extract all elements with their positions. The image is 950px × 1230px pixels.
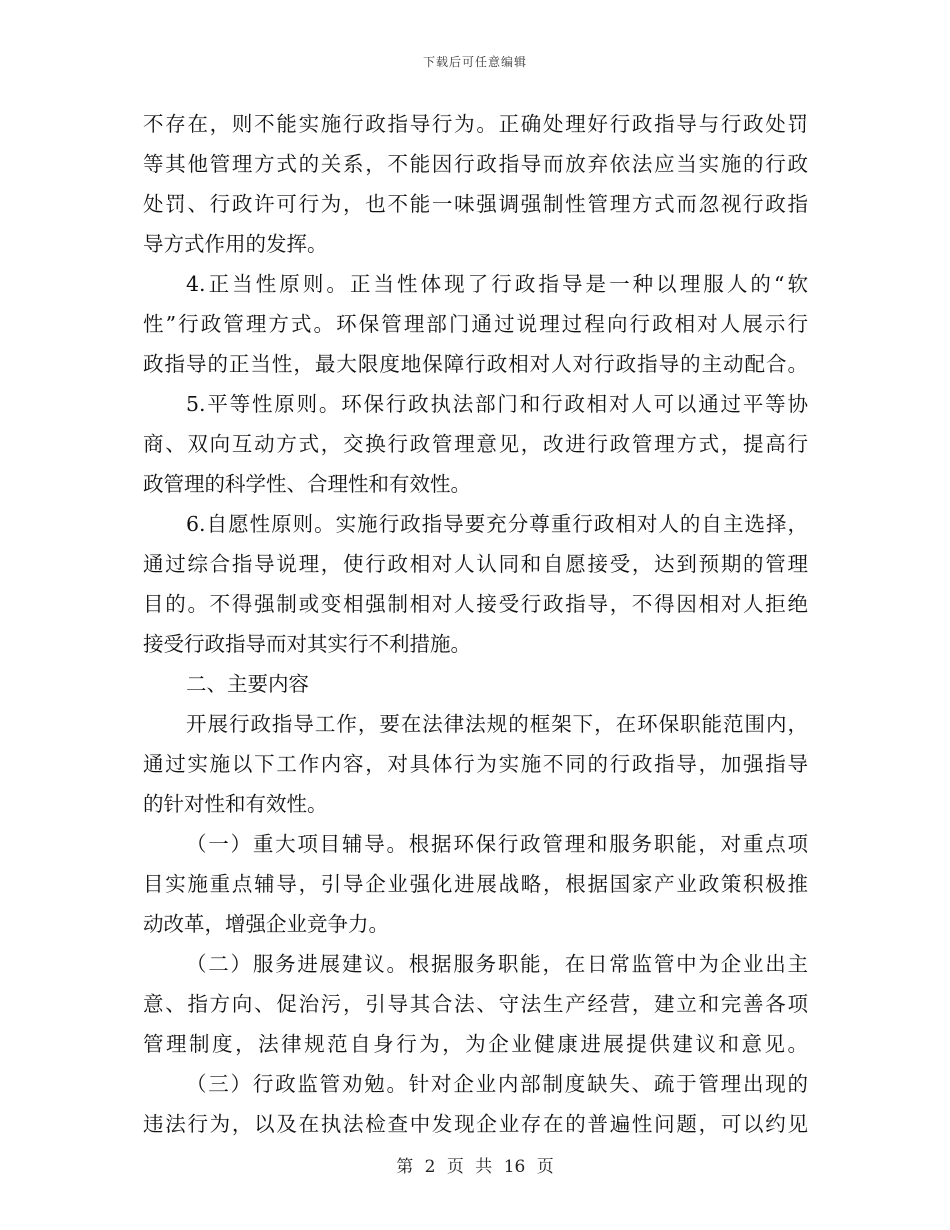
text-line: 开展行政指导工作，要在法律法规的框架下，在环保职能范围内，: [186, 712, 808, 736]
text-line: 通过实施以下工作内容，对具体行为实施不同的行政指导，加强指导: [143, 752, 808, 776]
text-line: （二）服务进展建议。根据服务职能，在日常监管中为企业出主: [186, 952, 808, 976]
text-line: 管理制度，法律规范自身行为，为企业健康进展提供建议和意见。: [143, 1032, 808, 1056]
text-line: 不存在，则不能实施行政指导行为。正确处理好行政指导与行政处罚: [143, 112, 808, 136]
text-line: 二、主要内容: [186, 672, 309, 696]
text-line: （一）重大项目辅导。根据环保行政管理和服务职能，对重点项: [186, 832, 808, 856]
text-line: 政管理的科学性、合理性和有效性。: [143, 472, 471, 496]
text-line: 接受行政指导而对其实行不利措施。: [143, 632, 471, 656]
text-line: 意、指方向、促治污，引导其合法、守法生产经营，建立和完善各项: [143, 992, 808, 1016]
text-line: 5.平等性原则。环保行政执法部门和行政相对人可以通过平等协: [186, 392, 808, 416]
text-line: 违法行为，以及在执法检查中发现企业存在的普遍性问题，可以约见: [143, 1112, 808, 1136]
text-line: 等其他管理方式的关系，不能因行政指导而放弃依法应当实施的行政: [143, 152, 808, 176]
text-line: 目实施重点辅导，引导企业强化进展战略，根据国家产业政策积极推: [143, 872, 808, 896]
text-line: 政指导的正当性，最大限度地保障行政相对人对行政指导的主动配合。: [143, 352, 808, 376]
text-line: 目的。不得强制或变相强制相对人接受行政指导，不得因相对人拒绝: [143, 592, 808, 616]
text-line: 的针对性和有效性。: [143, 792, 328, 816]
text-line: 通过综合指导说理，使行政相对人认同和自愿接受，达到预期的管理: [143, 552, 808, 576]
page-number-footer: 第 2 页 共 16 页: [396, 1157, 554, 1177]
text-line: 性”行政管理方式。环保管理部门通过说理过程向行政相对人展示行: [143, 312, 808, 336]
text-line: 动改革，增强企业竞争力。: [143, 912, 389, 936]
text-line: 导方式作用的发挥。: [143, 232, 328, 256]
text-line: 商、双向互动方式，交换行政管理意见，改进行政管理方式，提高行: [143, 432, 808, 456]
text-line: 处罚、行政许可行为，也不能一味强调强制性管理方式而忽视行政指: [143, 192, 808, 216]
text-line: 6.自愿性原则。实施行政指导要充分尊重行政相对人的自主选择，: [186, 512, 808, 536]
text-line: （三）行政监管劝勉。针对企业内部制度缺失、疏于管理出现的: [186, 1072, 808, 1096]
page-header: 下载后可任意编辑: [422, 55, 527, 69]
document-body: [143, 104, 808, 1144]
text-line: 4.正当性原则。正当性体现了行政指导是一种以理服人的“软: [186, 272, 808, 296]
